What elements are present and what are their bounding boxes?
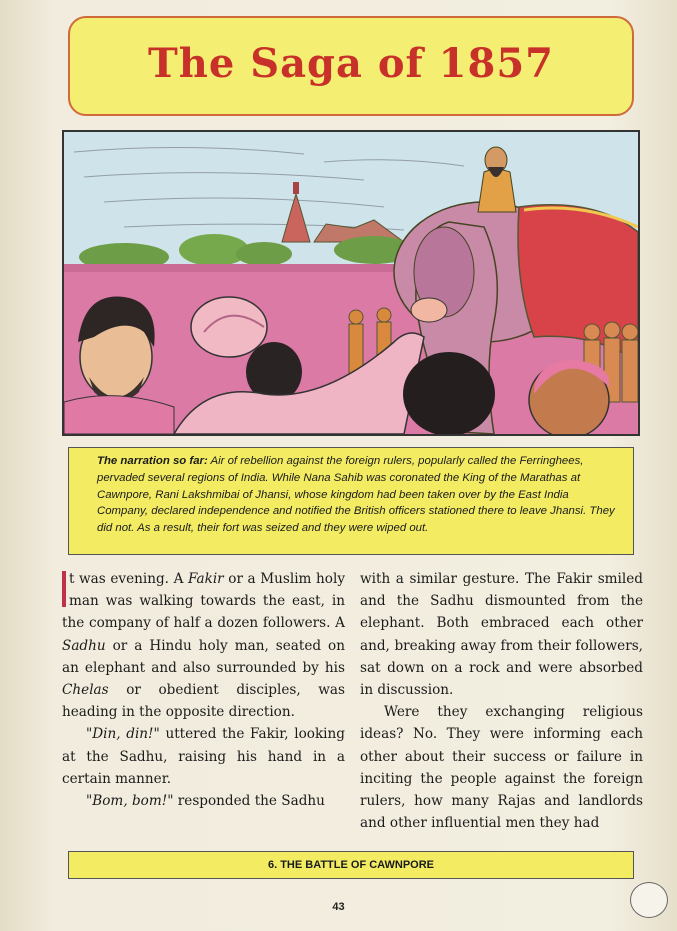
paragraph bbox=[62, 723, 345, 790]
paragraph bbox=[62, 790, 345, 812]
title-banner bbox=[68, 16, 634, 116]
dialogue: "Bom, bom!" bbox=[86, 793, 174, 810]
italic-term: Fakir bbox=[187, 571, 224, 587]
library-stamp-icon bbox=[630, 882, 668, 918]
narration-box bbox=[68, 447, 634, 555]
sadhu-elephant-scene-illustration bbox=[64, 132, 638, 434]
comic-illustration bbox=[62, 130, 640, 436]
narration-lead: The narration so far: bbox=[97, 455, 208, 467]
text-run: or obedient disciples, was heading in the opposite direction. bbox=[62, 682, 345, 721]
story-columns bbox=[62, 568, 642, 838]
story-column-left bbox=[62, 568, 345, 812]
text-run: t was evening. A bbox=[69, 571, 188, 587]
italic-term: Chelas bbox=[62, 682, 109, 699]
page-number: 43 bbox=[332, 901, 345, 913]
drop-cap-bar bbox=[62, 571, 66, 607]
story-column-right bbox=[360, 568, 643, 834]
text-run: uttered the Fakir, looking at the Sadhu, raising his hand in a certain manner. bbox=[62, 726, 345, 787]
text-run: or a Muslim holy man was walking towards the east, in the company of half a dozen followers. A bbox=[62, 571, 345, 632]
chapter-footer bbox=[68, 851, 634, 879]
paragraph: Were they exchanging religious ideas? No. They were informing each other about their success or failure in inciting the people against the foreign rulers, how many Rajas and landlords and other influential men they had bbox=[360, 704, 643, 832]
text-run: responded the Sadhu bbox=[173, 793, 325, 810]
paragraph: with a similar gesture. The Fakir smiled and the Sadhu dismounted from the elephant. Both embraced each other and, breaking away from their followers, sat down on a rock and were absorbed in discussion. bbox=[360, 571, 643, 699]
page-title: The Saga of 1857 bbox=[148, 39, 554, 87]
italic-term: Sadhu bbox=[62, 637, 106, 654]
chapter-title: 6. THE BATTLE OF CAWNPORE bbox=[267, 859, 435, 871]
text-run: or a Hindu holy man, seated on an elephant and also surrounded by his bbox=[62, 637, 345, 676]
narration-text: Air of rebellion against the foreign rulers, popularly called the Ferringhees, pervaded several regions of India. While Nana Sahib was coronated the King of the Marathas at Cawnpore, Rani Lakshmibai of Jhansi, whose kingdom had been taken over by the East India Company, declared independence and notified the British officers stationed there to leave Jhansi. They did not. As a result, their fort was seized and they were wiped out. bbox=[97, 455, 615, 535]
dialogue: "Din, din!" bbox=[86, 726, 160, 743]
paragraph bbox=[62, 568, 345, 723]
